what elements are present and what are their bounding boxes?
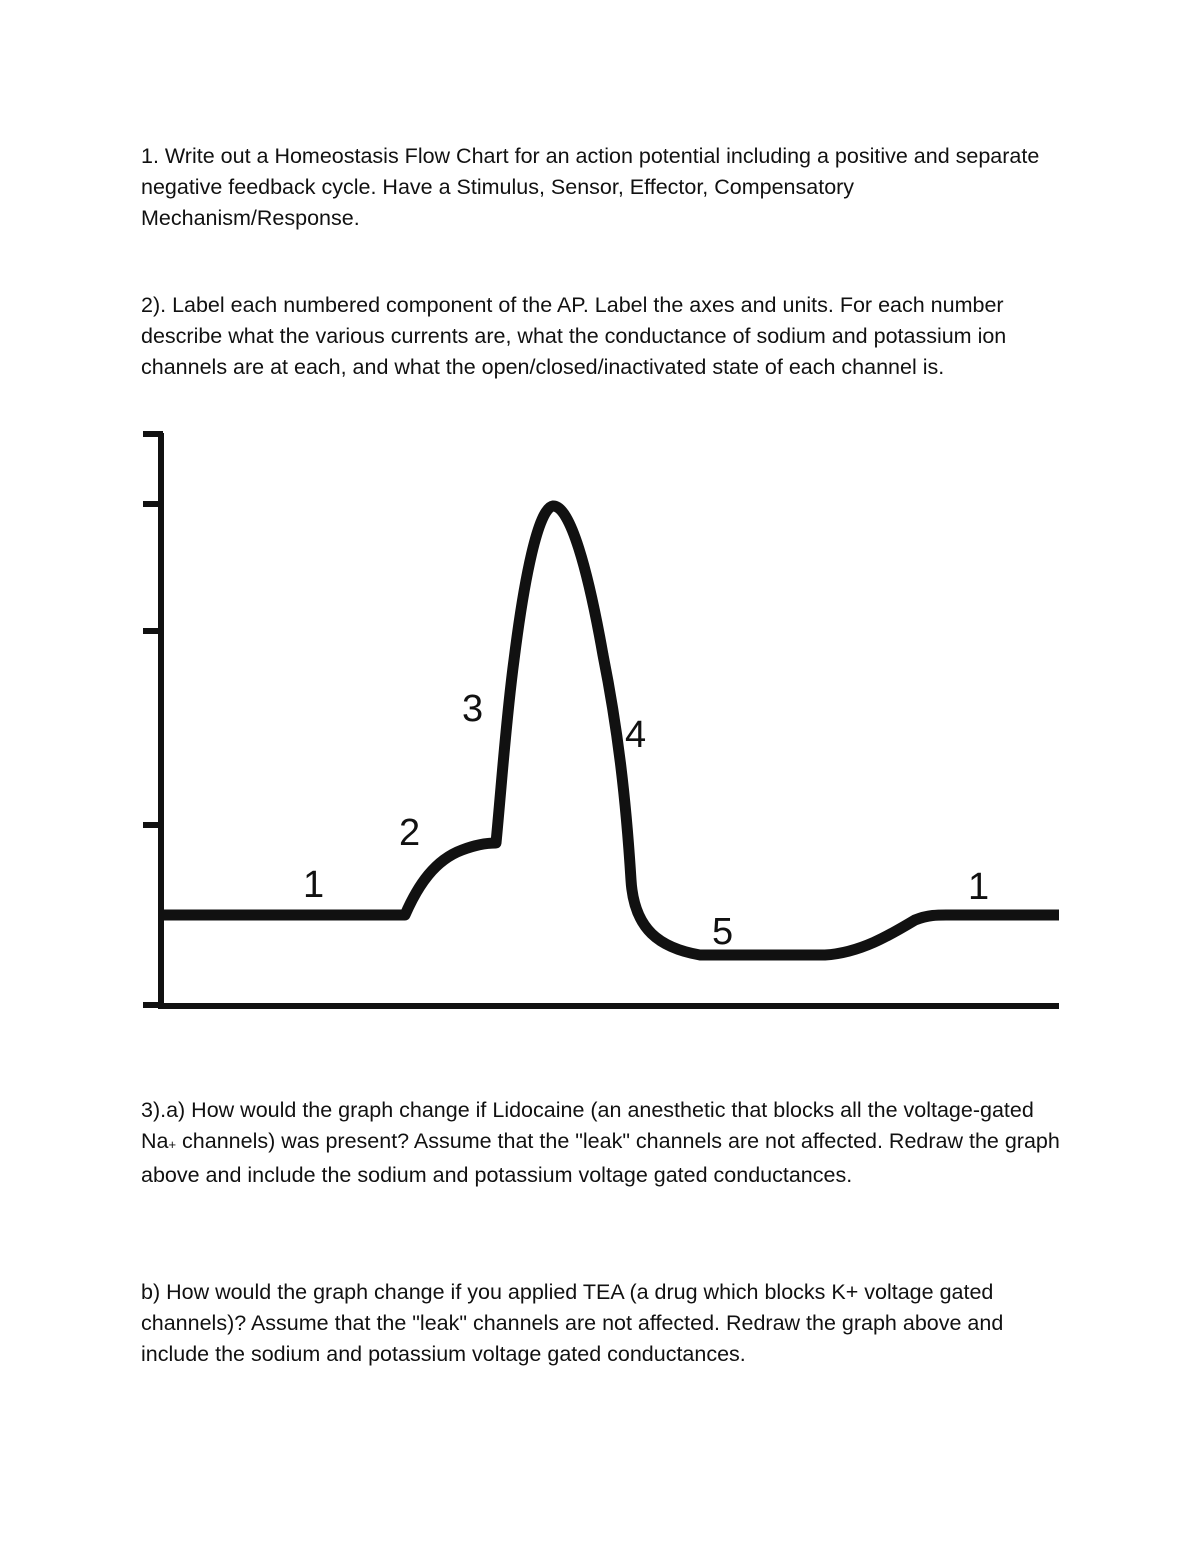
segment-label-1-left: 1 [303,864,325,906]
sodium-charge-subscript: + [168,1137,177,1152]
question-1-text: 1. Write out a Homeostasis Flow Chart for an action potential including a positive and separate negative feedback cycle. Have a Stimulus, Sensor, Effector, Compensatory Mechanism/Response. [141,144,1040,230]
segment-label-3: 3 [462,688,484,730]
segment-label-2: 2 [399,812,421,854]
question-3a-text-part2: channels) was present? Assume that the "leak" channels are not affected. Redraw the graph above and include the sodium and potassium voltage gated conductances. [141,1129,1060,1187]
question-3b-text: b) How would the graph change if you applied TEA (a drug which blocks K+ voltage gated channels)? Assume that the "leak" channels are not affected. Redraw the graph above and include the sodium and potassium voltage gated conductances. [141,1280,1004,1366]
question-2-text: 2). Label each numbered component of the AP. Label the axes and units. For each number describe what the various currents are, what the conductance of sodium and potassium ion channels are at each, and what the open/closed/inactivated state of each channel is. [141,293,1007,379]
segment-label-5: 5 [712,911,734,953]
segment-label-1-right: 1 [968,866,990,908]
question-3a-text-part1: 3).a) How would the graph change if Lidocaine (an anesthetic that blocks all the voltage-gated Na [141,1098,1034,1153]
action-potential-curve [163,506,1059,955]
segment-label-4: 4 [625,714,647,756]
question-3a-text [141,1095,1071,1191]
